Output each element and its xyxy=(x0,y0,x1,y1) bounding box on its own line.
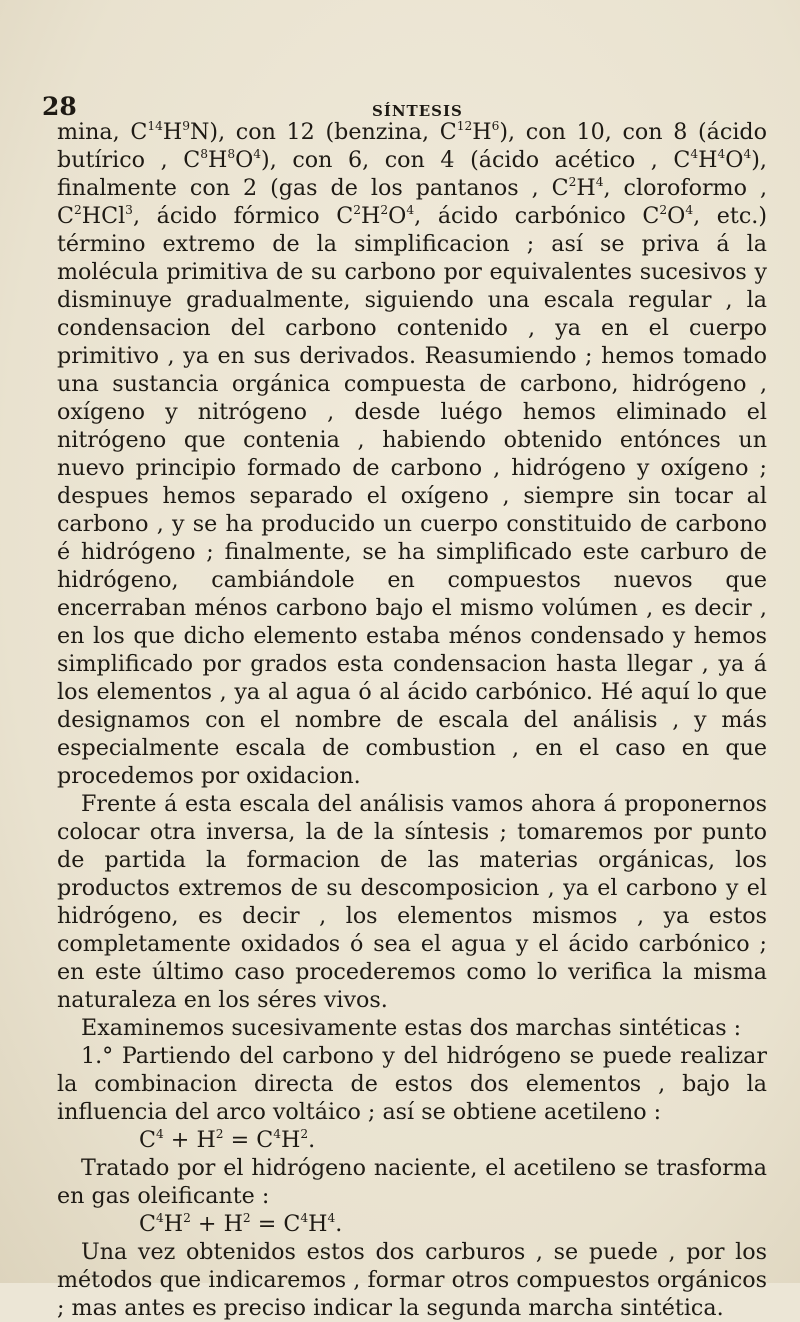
page-number: 28 xyxy=(42,92,77,121)
paragraph-nascent-hydrogen: Tratado por el hidrógeno naciente, el acetileno se trasforma en gas oleificante : xyxy=(57,1155,767,1209)
paragraph-examine: Examinemos sucesivamente estas dos marchas sintéticas : xyxy=(81,1015,742,1041)
equation-acetylene: $C^4 + H^2 = C^4H^2$. xyxy=(139,1126,316,1153)
paragraph-conclusion: Una vez obtenidos estos dos carburos , se puede , por los métodos que indicaremos , formar otros compuestos orgánicos ; mas antes es preciso indicar la segunda marcha sintética. xyxy=(57,1239,767,1321)
paragraph-continuation: mina, $C^{14}H^9N$), con 12 (benzina, $C^{12}H^6$), con 10, con 8 (ácido butírico , $C^8H^8O^4$), con 6, con 4 (ácido acético , $C^4H^4O^4$), finalmente con 2 (gas de los pantanos , $C^2H^4$, cloroformo , $C^2HCl^3$, ácido fórmico $C^2H^2O^4$, ácido carbónico $C^2O^4$, etc.) término extremo de la simplificacion ; así se priva á la molécula primitiva de su carbono por equivalentes sucesivos y disminuye gradualmente, siguiendo una escala regular , la condensacion del carbono contenido , ya en el cuerpo primitivo , ya en sus derivados. Reasumiendo ; hemos tomado una sustancia orgánica compuesta de carbono, hidrógeno , oxígeno y nitrógeno , desde luégo hemos eliminado el nitrógeno que contenia , habiendo obtenido entónces un nuevo principio formado de carbono , hidrógeno y oxígeno ; despues hemos separado el oxígeno , siempre sin tocar al carbono , y se ha producido un cuerpo constituido de carbono é hidrógeno ; finalmente, se ha simplificado este carburo de hidrógeno, cambiándole en compuestos nuevos que encerraban ménos carbono bajo el mismo volúmen , es decir , en los que dicho elemento estaba ménos condensado y hemos simplificado por grados esta condensacion hasta llegar , ya á los elementos , ya al agua ó al ácido carbónico. Hé aquí lo que designamos con el nombre de escala del análisis , y más especialmente escala de combustion , en el caso en que procedemos por oxidacion. xyxy=(57,118,768,789)
running-title: SÍNTESIS xyxy=(372,102,463,120)
paragraph-first-method: 1.° Partiendo del carbono y del hidrógeno se puede realizar la combinacion directa de estos dos elementos , bajo la influencia del arco voltáico ; así se obtiene acetileno : xyxy=(57,1043,767,1125)
paragraph-synthesis-intro: Frente á esta escala del análisis vamos ahora á proponernos colocar otra inversa, la de la síntesis ; tomaremos por punto de partida la formacion de las materias orgánicas, los productos extremos de su descomposicion , ya el carbono y el hidrógeno, es decir , los elementos mismos , ya estos completamente oxidados ó sea el agua y el ácido carbónico ; en este último caso procederemos como lo verifica la misma naturaleza en los séres vivos. xyxy=(57,791,767,1013)
body-text xyxy=(57,118,767,1322)
equation-olefiant-gas: $C^4H^2 + H^2 = C^4H^4$. xyxy=(139,1210,343,1237)
